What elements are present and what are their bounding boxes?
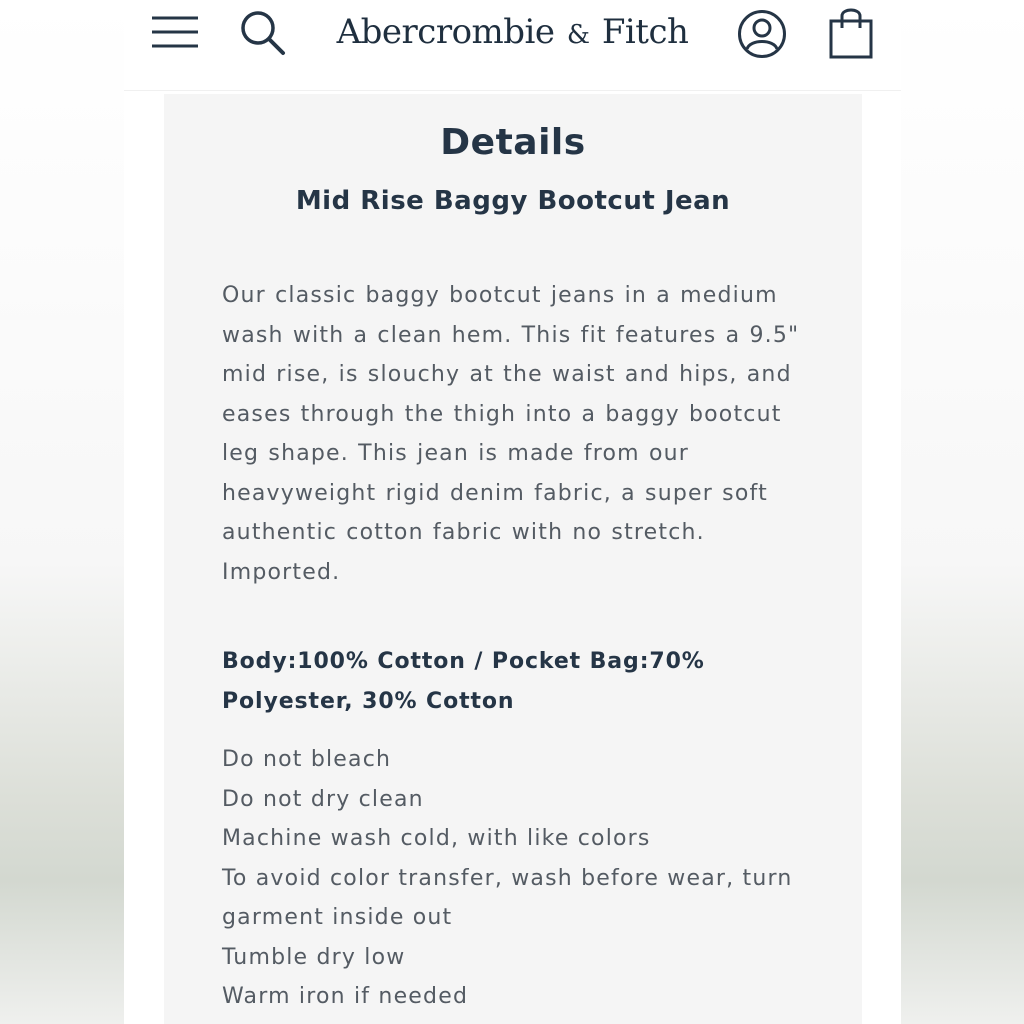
details-heading: Details [440,122,586,163]
account-icon[interactable] [736,8,788,60]
care-item: Machine wash cold, with like colors [222,826,651,851]
phone-screen [124,0,901,1024]
care-item: Do not bleach [222,747,392,772]
care-item: To avoid color transfer, wash before wear, turn garment inside out [222,865,793,930]
brand-name-end: Fitch [601,12,689,52]
product-description: Our classic baggy bootcut jeans in a medium wash with a clean hem. This fit features a 9.5" mid rise, is slouchy at the waist and hips, and eases through the thigh into a baggy bootcut leg shape. This jean is made from our heavyweight rigid denim fabric, a super soft authentic cotton fabric with no stretch. Imported. [222,283,800,585]
menu-icon[interactable] [150,12,200,52]
material-composition: Body:100% Cotton / Pocket Bag:70% Polyester, 30% Cotton [222,649,705,714]
search-icon[interactable] [238,8,288,58]
care-item: Tumble dry low [222,944,406,970]
care-instructions [222,740,832,1017]
brand-logo[interactable] [324,12,701,52]
background-left [0,0,124,1024]
brand-ampersand: & [566,20,590,50]
product-details-panel [164,94,862,1024]
bag-icon[interactable] [828,6,874,60]
brand-name: Abercrombie [336,12,555,52]
background-right [901,0,1024,1024]
care-item: Warm iron if needed [222,984,469,1009]
care-item: Do not dry clean [222,786,424,812]
product-name: Mid Rise Baggy Bootcut Jean [295,186,731,216]
site-header [124,0,901,91]
